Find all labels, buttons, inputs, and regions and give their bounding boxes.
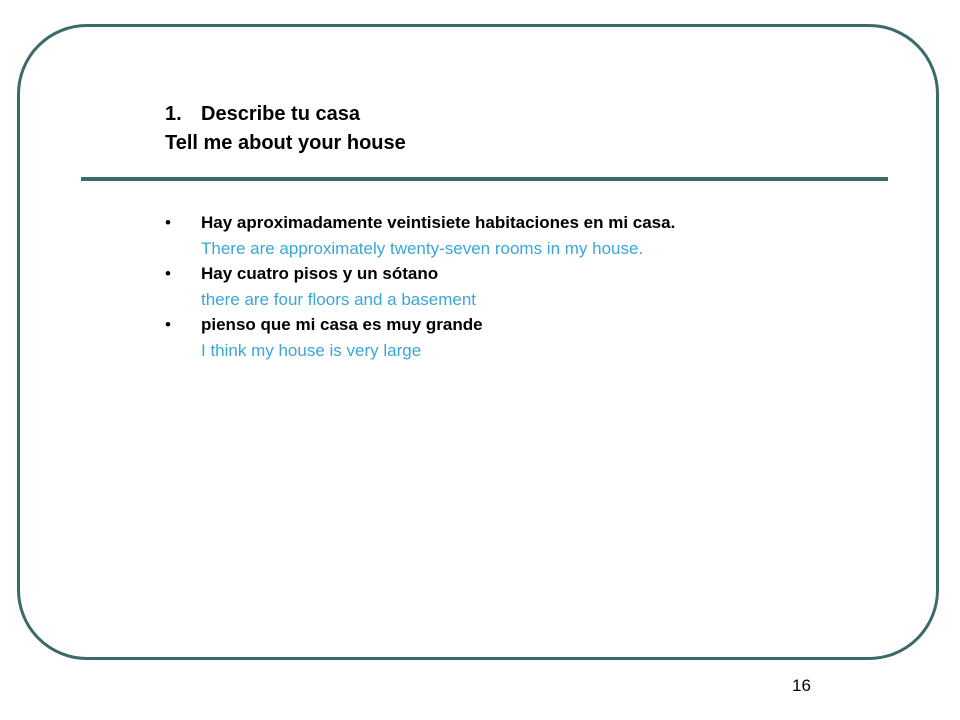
page-number: 16 bbox=[792, 676, 811, 695]
heading-text: Describe tu casa bbox=[201, 103, 360, 125]
bullet-icon: • bbox=[165, 264, 171, 283]
list-item bbox=[165, 210, 675, 261]
spanish-sentence: pienso que mi casa es muy grande bbox=[201, 315, 483, 334]
bullet-list bbox=[165, 210, 675, 363]
list-item bbox=[165, 261, 675, 312]
heading-divider bbox=[81, 177, 888, 181]
list-item bbox=[165, 312, 675, 363]
slide-heading bbox=[165, 101, 360, 128]
bullet-icon: • bbox=[165, 315, 171, 334]
spanish-sentence: Hay cuatro pisos y un sótano bbox=[201, 264, 439, 283]
english-translation: I think my house is very large bbox=[201, 340, 422, 360]
english-translation: there are four floors and a basement bbox=[201, 289, 476, 309]
slide-subheading: Tell me about your house bbox=[165, 132, 406, 154]
bullet-icon: • bbox=[165, 213, 171, 232]
heading-number: 1. bbox=[165, 103, 182, 125]
spanish-sentence: Hay aproximadamente veintisiete habitaciones en mi casa. bbox=[201, 213, 676, 232]
english-translation: There are approximately twenty-seven rooms in my house. bbox=[201, 238, 644, 258]
